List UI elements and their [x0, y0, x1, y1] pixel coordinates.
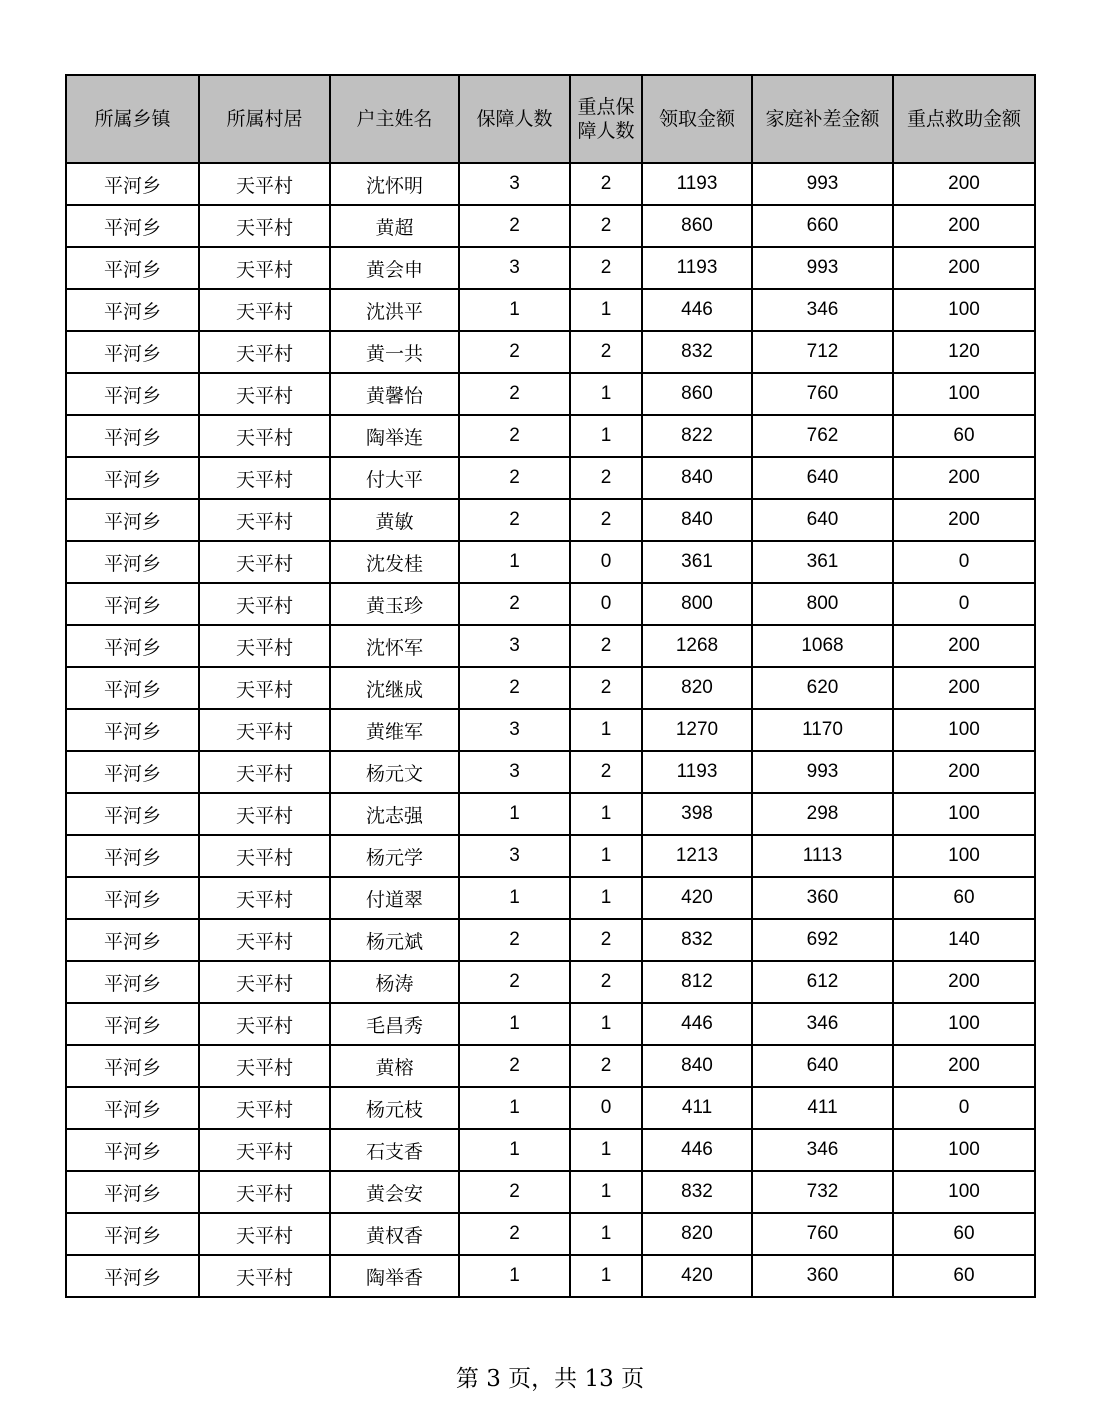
table-row — [66, 793, 1035, 835]
table-row — [66, 289, 1035, 331]
cell-town: 平河乡 — [66, 835, 199, 877]
cell-householder-name: 黄敏 — [330, 499, 459, 541]
cell-key-assistance: 100 — [893, 289, 1035, 331]
cell-village: 天平村 — [199, 499, 330, 541]
cell-amount-received: 1213 — [642, 835, 752, 877]
cell-family-subsidy: 692 — [752, 919, 893, 961]
cell-householder-name: 沈怀军 — [330, 625, 459, 667]
cell-village: 天平村 — [199, 205, 330, 247]
cell-family-subsidy: 620 — [752, 667, 893, 709]
cell-amount-received: 832 — [642, 919, 752, 961]
cell-key-assistance: 100 — [893, 1129, 1035, 1171]
cell-householder-name: 沈洪平 — [330, 289, 459, 331]
table-row — [66, 961, 1035, 1003]
cell-town: 平河乡 — [66, 919, 199, 961]
cell-amount-received: 1193 — [642, 163, 752, 205]
table-row — [66, 499, 1035, 541]
cell-covered-persons: 2 — [459, 205, 570, 247]
cell-town: 平河乡 — [66, 709, 199, 751]
cell-village: 天平村 — [199, 1045, 330, 1087]
header-town: 所属乡镇 — [66, 75, 199, 163]
cell-town: 平河乡 — [66, 541, 199, 583]
table-row — [66, 919, 1035, 961]
page-number: 第 3 页，共 13 页 — [455, 1366, 645, 1392]
cell-key-covered-persons: 1 — [570, 373, 642, 415]
cell-village: 天平村 — [199, 457, 330, 499]
cell-village: 天平村 — [199, 1255, 330, 1297]
cell-covered-persons: 1 — [459, 877, 570, 919]
cell-family-subsidy: 1170 — [752, 709, 893, 751]
cell-village: 天平村 — [199, 1087, 330, 1129]
table-row — [66, 1045, 1035, 1087]
cell-key-assistance: 100 — [893, 709, 1035, 751]
cell-key-assistance: 200 — [893, 751, 1035, 793]
cell-householder-name: 付道翠 — [330, 877, 459, 919]
cell-covered-persons: 3 — [459, 163, 570, 205]
cell-amount-received: 361 — [642, 541, 752, 583]
cell-key-assistance: 100 — [893, 835, 1035, 877]
cell-amount-received: 420 — [642, 1255, 752, 1297]
table-row — [66, 625, 1035, 667]
cell-amount-received: 812 — [642, 961, 752, 1003]
cell-town: 平河乡 — [66, 499, 199, 541]
cell-village: 天平村 — [199, 373, 330, 415]
cell-amount-received: 446 — [642, 1129, 752, 1171]
cell-family-subsidy: 640 — [752, 499, 893, 541]
cell-town: 平河乡 — [66, 1045, 199, 1087]
table-row — [66, 163, 1035, 205]
header-householder-name: 户主姓名 — [330, 75, 459, 163]
cell-covered-persons: 1 — [459, 793, 570, 835]
table-row — [66, 541, 1035, 583]
cell-amount-received: 832 — [642, 1171, 752, 1213]
cell-town: 平河乡 — [66, 667, 199, 709]
cell-key-covered-persons: 0 — [570, 1087, 642, 1129]
header-key-covered-persons: 重点保障人数 — [570, 75, 642, 163]
cell-amount-received: 820 — [642, 667, 752, 709]
cell-key-covered-persons: 2 — [570, 457, 642, 499]
cell-covered-persons: 1 — [459, 1255, 570, 1297]
cell-village: 天平村 — [199, 793, 330, 835]
cell-householder-name: 黄权香 — [330, 1213, 459, 1255]
cell-householder-name: 付大平 — [330, 457, 459, 499]
cell-amount-received: 446 — [642, 289, 752, 331]
cell-town: 平河乡 — [66, 961, 199, 1003]
header-key-assistance: 重点救助金额 — [893, 75, 1035, 163]
cell-covered-persons: 1 — [459, 1087, 570, 1129]
cell-covered-persons: 3 — [459, 835, 570, 877]
cell-family-subsidy: 993 — [752, 247, 893, 289]
cell-village: 天平村 — [199, 961, 330, 1003]
cell-householder-name: 沈发桂 — [330, 541, 459, 583]
cell-covered-persons: 2 — [459, 1213, 570, 1255]
table-row — [66, 1003, 1035, 1045]
cell-amount-received: 446 — [642, 1003, 752, 1045]
cell-family-subsidy: 612 — [752, 961, 893, 1003]
cell-covered-persons: 2 — [459, 331, 570, 373]
cell-covered-persons: 2 — [459, 499, 570, 541]
table-row — [66, 205, 1035, 247]
cell-amount-received: 411 — [642, 1087, 752, 1129]
cell-key-covered-persons: 2 — [570, 331, 642, 373]
cell-family-subsidy: 1068 — [752, 625, 893, 667]
cell-householder-name: 黄榕 — [330, 1045, 459, 1087]
cell-key-covered-persons: 1 — [570, 1129, 642, 1171]
cell-key-covered-persons: 2 — [570, 205, 642, 247]
cell-family-subsidy: 361 — [752, 541, 893, 583]
table-row — [66, 835, 1035, 877]
cell-village: 天平村 — [199, 247, 330, 289]
cell-amount-received: 398 — [642, 793, 752, 835]
cell-covered-persons: 3 — [459, 751, 570, 793]
cell-householder-name: 黄会申 — [330, 247, 459, 289]
cell-town: 平河乡 — [66, 373, 199, 415]
cell-key-covered-persons: 1 — [570, 1003, 642, 1045]
cell-householder-name: 陶举香 — [330, 1255, 459, 1297]
cell-amount-received: 1193 — [642, 751, 752, 793]
cell-town: 平河乡 — [66, 415, 199, 457]
cell-family-subsidy: 760 — [752, 373, 893, 415]
cell-amount-received: 800 — [642, 583, 752, 625]
cell-family-subsidy: 640 — [752, 457, 893, 499]
table-row — [66, 667, 1035, 709]
table-row — [66, 373, 1035, 415]
cell-amount-received: 860 — [642, 205, 752, 247]
cell-key-covered-persons: 2 — [570, 625, 642, 667]
table-row — [66, 1171, 1035, 1213]
cell-covered-persons: 2 — [459, 919, 570, 961]
cell-family-subsidy: 346 — [752, 1003, 893, 1045]
cell-householder-name: 杨元枝 — [330, 1087, 459, 1129]
cell-covered-persons: 2 — [459, 1045, 570, 1087]
cell-town: 平河乡 — [66, 1171, 199, 1213]
header-family-subsidy: 家庭补差金额 — [752, 75, 893, 163]
cell-village: 天平村 — [199, 331, 330, 373]
cell-key-assistance: 200 — [893, 1045, 1035, 1087]
cell-key-assistance: 100 — [893, 1171, 1035, 1213]
cell-village: 天平村 — [199, 1213, 330, 1255]
cell-town: 平河乡 — [66, 331, 199, 373]
cell-key-covered-persons: 0 — [570, 583, 642, 625]
cell-key-covered-persons: 1 — [570, 415, 642, 457]
cell-village: 天平村 — [199, 1171, 330, 1213]
cell-householder-name: 沈志强 — [330, 793, 459, 835]
cell-family-subsidy: 993 — [752, 163, 893, 205]
cell-key-covered-persons: 2 — [570, 163, 642, 205]
cell-householder-name: 黄会安 — [330, 1171, 459, 1213]
cell-family-subsidy: 760 — [752, 1213, 893, 1255]
header-amount-received: 领取金额 — [642, 75, 752, 163]
table-row — [66, 247, 1035, 289]
cell-town: 平河乡 — [66, 247, 199, 289]
cell-householder-name: 黄超 — [330, 205, 459, 247]
table-row — [66, 1255, 1035, 1297]
cell-covered-persons: 2 — [459, 457, 570, 499]
cell-family-subsidy: 346 — [752, 1129, 893, 1171]
cell-amount-received: 1268 — [642, 625, 752, 667]
cell-town: 平河乡 — [66, 163, 199, 205]
table-row — [66, 877, 1035, 919]
cell-householder-name: 杨元学 — [330, 835, 459, 877]
cell-key-covered-persons: 2 — [570, 499, 642, 541]
cell-covered-persons: 2 — [459, 667, 570, 709]
cell-town: 平河乡 — [66, 793, 199, 835]
cell-covered-persons: 1 — [459, 289, 570, 331]
cell-village: 天平村 — [199, 541, 330, 583]
header-covered-persons: 保障人数 — [459, 75, 570, 163]
cell-key-assistance: 140 — [893, 919, 1035, 961]
cell-key-assistance: 200 — [893, 625, 1035, 667]
cell-key-covered-persons: 0 — [570, 541, 642, 583]
cell-family-subsidy: 1113 — [752, 835, 893, 877]
cell-family-subsidy: 712 — [752, 331, 893, 373]
cell-key-covered-persons: 2 — [570, 667, 642, 709]
cell-town: 平河乡 — [66, 1213, 199, 1255]
cell-key-assistance: 200 — [893, 247, 1035, 289]
cell-key-assistance: 200 — [893, 205, 1035, 247]
cell-town: 平河乡 — [66, 1003, 199, 1045]
cell-key-assistance: 100 — [893, 793, 1035, 835]
cell-town: 平河乡 — [66, 1087, 199, 1129]
header-row — [66, 75, 1035, 163]
cell-key-assistance: 120 — [893, 331, 1035, 373]
cell-village: 天平村 — [199, 877, 330, 919]
cell-key-covered-persons: 2 — [570, 751, 642, 793]
cell-key-covered-persons: 1 — [570, 1213, 642, 1255]
cell-covered-persons: 3 — [459, 247, 570, 289]
cell-town: 平河乡 — [66, 625, 199, 667]
cell-amount-received: 1193 — [642, 247, 752, 289]
cell-village: 天平村 — [199, 667, 330, 709]
cell-amount-received: 840 — [642, 499, 752, 541]
cell-householder-name: 黄一共 — [330, 331, 459, 373]
cell-key-assistance: 100 — [893, 1003, 1035, 1045]
cell-town: 平河乡 — [66, 877, 199, 919]
cell-amount-received: 822 — [642, 415, 752, 457]
cell-householder-name: 黄维军 — [330, 709, 459, 751]
table-body — [66, 163, 1035, 1297]
cell-family-subsidy: 346 — [752, 289, 893, 331]
cell-covered-persons: 2 — [459, 961, 570, 1003]
cell-key-assistance: 200 — [893, 961, 1035, 1003]
cell-covered-persons: 1 — [459, 1003, 570, 1045]
cell-key-covered-persons: 1 — [570, 289, 642, 331]
cell-covered-persons: 2 — [459, 1171, 570, 1213]
cell-key-assistance: 60 — [893, 877, 1035, 919]
cell-covered-persons: 1 — [459, 1129, 570, 1171]
cell-village: 天平村 — [199, 289, 330, 331]
cell-town: 平河乡 — [66, 751, 199, 793]
cell-covered-persons: 3 — [459, 709, 570, 751]
cell-key-assistance: 0 — [893, 583, 1035, 625]
cell-householder-name: 石支香 — [330, 1129, 459, 1171]
cell-householder-name: 陶举连 — [330, 415, 459, 457]
table-row — [66, 709, 1035, 751]
table-row — [66, 457, 1035, 499]
cell-village: 天平村 — [199, 1003, 330, 1045]
cell-amount-received: 420 — [642, 877, 752, 919]
cell-householder-name: 杨元斌 — [330, 919, 459, 961]
cell-key-assistance: 200 — [893, 457, 1035, 499]
cell-village: 天平村 — [199, 835, 330, 877]
cell-family-subsidy: 411 — [752, 1087, 893, 1129]
cell-key-covered-persons: 1 — [570, 1171, 642, 1213]
cell-key-covered-persons: 2 — [570, 247, 642, 289]
cell-key-covered-persons: 2 — [570, 961, 642, 1003]
cell-key-assistance: 60 — [893, 415, 1035, 457]
cell-key-assistance: 0 — [893, 1087, 1035, 1129]
cell-covered-persons: 2 — [459, 373, 570, 415]
cell-village: 天平村 — [199, 1129, 330, 1171]
table-row — [66, 1087, 1035, 1129]
cell-family-subsidy: 660 — [752, 205, 893, 247]
cell-village: 天平村 — [199, 751, 330, 793]
cell-householder-name: 沈怀明 — [330, 163, 459, 205]
cell-householder-name: 黄馨怡 — [330, 373, 459, 415]
cell-key-covered-persons: 1 — [570, 835, 642, 877]
cell-family-subsidy: 640 — [752, 1045, 893, 1087]
cell-key-assistance: 200 — [893, 667, 1035, 709]
cell-key-assistance: 100 — [893, 373, 1035, 415]
cell-key-assistance: 0 — [893, 541, 1035, 583]
cell-village: 天平村 — [199, 583, 330, 625]
cell-key-assistance: 200 — [893, 163, 1035, 205]
cell-amount-received: 840 — [642, 1045, 752, 1087]
cell-town: 平河乡 — [66, 1129, 199, 1171]
cell-town: 平河乡 — [66, 583, 199, 625]
cell-covered-persons: 2 — [459, 415, 570, 457]
table-row — [66, 331, 1035, 373]
cell-amount-received: 1270 — [642, 709, 752, 751]
table-row — [66, 1129, 1035, 1171]
cell-village: 天平村 — [199, 163, 330, 205]
cell-key-assistance: 60 — [893, 1255, 1035, 1297]
cell-covered-persons: 1 — [459, 541, 570, 583]
cell-key-covered-persons: 2 — [570, 1045, 642, 1087]
cell-amount-received: 860 — [642, 373, 752, 415]
cell-town: 平河乡 — [66, 1255, 199, 1297]
cell-town: 平河乡 — [66, 457, 199, 499]
cell-town: 平河乡 — [66, 289, 199, 331]
cell-family-subsidy: 360 — [752, 877, 893, 919]
relief-payment-table — [65, 74, 1036, 1298]
cell-family-subsidy: 732 — [752, 1171, 893, 1213]
table-row — [66, 1213, 1035, 1255]
cell-amount-received: 820 — [642, 1213, 752, 1255]
cell-householder-name: 毛昌秀 — [330, 1003, 459, 1045]
cell-village: 天平村 — [199, 709, 330, 751]
cell-family-subsidy: 762 — [752, 415, 893, 457]
cell-village: 天平村 — [199, 625, 330, 667]
table-row — [66, 415, 1035, 457]
cell-householder-name: 沈继成 — [330, 667, 459, 709]
cell-householder-name: 黄玉珍 — [330, 583, 459, 625]
header-village: 所属村居 — [199, 75, 330, 163]
cell-householder-name: 杨元文 — [330, 751, 459, 793]
cell-key-covered-persons: 2 — [570, 919, 642, 961]
cell-family-subsidy: 993 — [752, 751, 893, 793]
cell-covered-persons: 2 — [459, 583, 570, 625]
cell-village: 天平村 — [199, 415, 330, 457]
cell-family-subsidy: 360 — [752, 1255, 893, 1297]
cell-village: 天平村 — [199, 919, 330, 961]
cell-key-covered-persons: 1 — [570, 877, 642, 919]
cell-amount-received: 832 — [642, 331, 752, 373]
cell-town: 平河乡 — [66, 205, 199, 247]
cell-amount-received: 840 — [642, 457, 752, 499]
cell-householder-name: 杨涛 — [330, 961, 459, 1003]
cell-key-covered-persons: 1 — [570, 709, 642, 751]
cell-key-covered-persons: 1 — [570, 1255, 642, 1297]
cell-family-subsidy: 298 — [752, 793, 893, 835]
cell-key-assistance: 200 — [893, 499, 1035, 541]
cell-key-covered-persons: 1 — [570, 793, 642, 835]
cell-family-subsidy: 800 — [752, 583, 893, 625]
cell-key-assistance: 60 — [893, 1213, 1035, 1255]
table-row — [66, 583, 1035, 625]
table-row — [66, 751, 1035, 793]
cell-covered-persons: 3 — [459, 625, 570, 667]
